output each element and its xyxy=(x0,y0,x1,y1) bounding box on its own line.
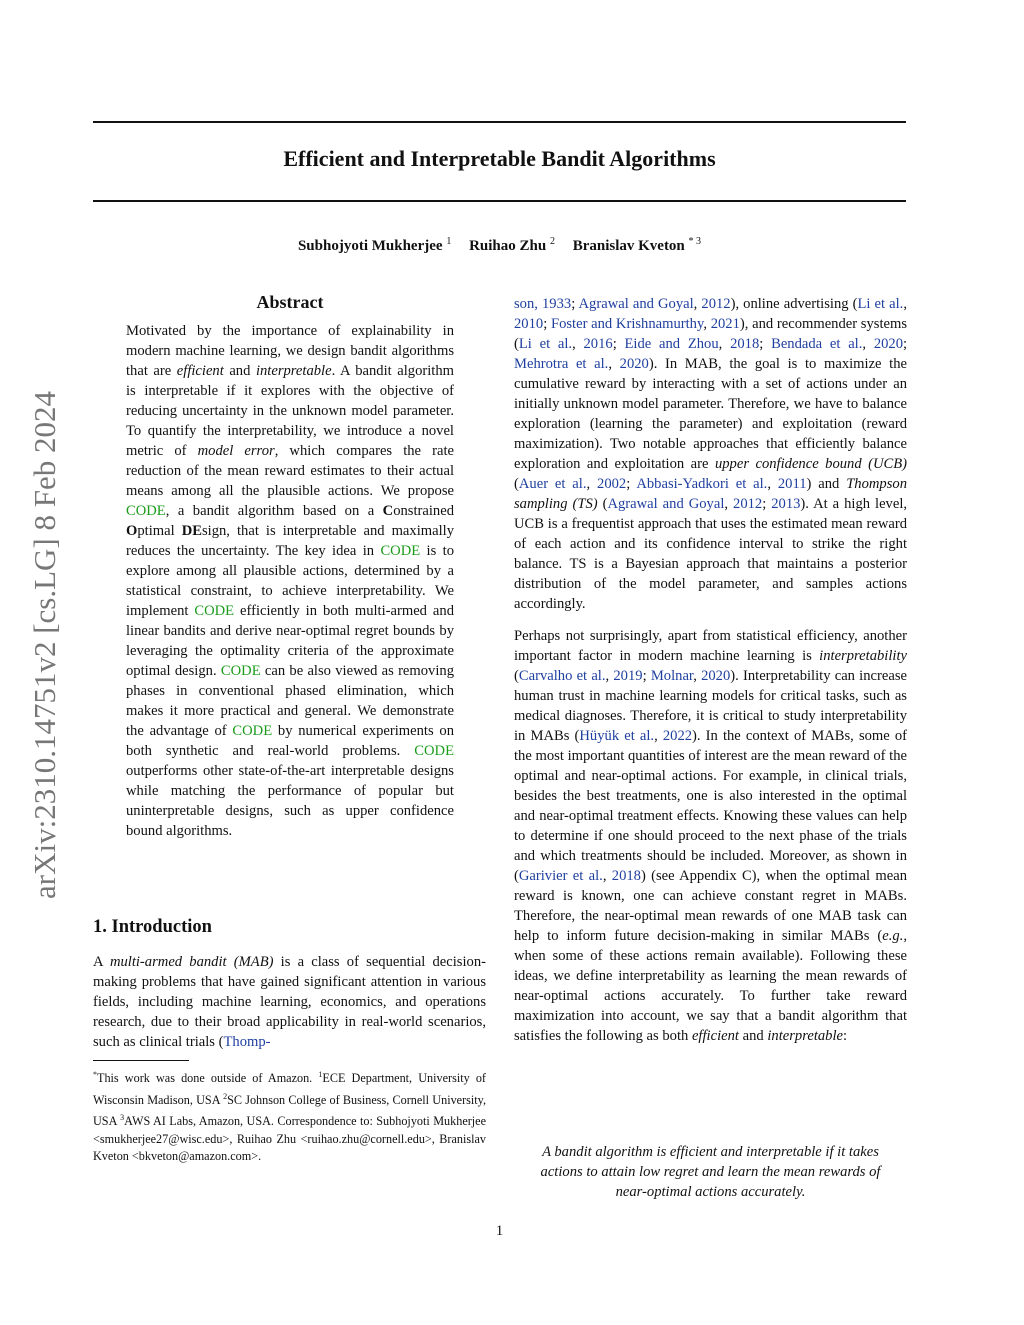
affiliation-mark: 1 xyxy=(446,236,452,247)
citation-link[interactable]: Garivier et al. xyxy=(518,868,603,884)
arxiv-identifier: arXiv:2310.14751v2 [cs.LG] 8 Feb 2024 xyxy=(27,391,62,899)
text-run: can be also viewed as removing phases in conventional phased elimination, which makes it more practical and general. We demonstrate the advantage of xyxy=(126,663,455,739)
code-algorithm-name: CODE xyxy=(220,663,261,679)
text-run: ECE Department, University of Wisconsin Madison, USA xyxy=(93,1071,486,1107)
text-run: ). At a high level, UCB is a frequentist approach that uses the estimated mean reward of each action and its confidence interval to strike the right balance. TS is a Bayesian approach that maintains a posterior distribution of the model parameter, and samples actions accordingly. xyxy=(514,496,908,612)
text-run: , xyxy=(718,336,731,352)
text-run: ; xyxy=(626,476,637,492)
emphasis-text: interpretable xyxy=(767,1028,843,1044)
text-run: ; xyxy=(642,668,651,684)
body-paragraph xyxy=(514,294,907,614)
affiliation-mark: * 3 xyxy=(688,236,702,247)
text-run: , xyxy=(605,668,614,684)
text-run: ). Interpretability can increase human trust in machine learning models for critical tasks, such as medical diagnoses. Therefore, it is critical to study interpretability in MABs ( xyxy=(514,668,907,744)
citation-link[interactable]: Bendada et al. xyxy=(771,336,863,352)
paper-title: Efficient and Interpretable Bandit Algorithms xyxy=(283,146,716,171)
text-run: Perhaps not surprisingly, apart from statistical efficiency, another important factor in modern machine learning is xyxy=(514,628,907,664)
emphasis-text: interpretability xyxy=(819,648,907,664)
emphasis-text: upper confidence bound (UCB) xyxy=(714,456,908,472)
text-run: , which compares the rate reduction of the mean reward estimates to their actual means among all the plausible actions. We propose xyxy=(126,443,455,499)
text-run: ), and recommender systems ( xyxy=(514,316,908,352)
citation-link[interactable]: Foster and Krishnamurthy xyxy=(550,316,704,332)
citation-link[interactable]: 2011 xyxy=(777,476,807,492)
text-run: A xyxy=(93,954,110,970)
citation-link[interactable]: 2020 xyxy=(619,356,649,372)
footnote-mark: 3 xyxy=(120,1113,125,1123)
text-run: , xyxy=(703,316,711,332)
text-run: , xyxy=(693,296,702,312)
author-name: Branislav Kveton xyxy=(572,238,685,254)
citation-link[interactable]: Agrawal and Goyal xyxy=(578,296,694,312)
citation-link[interactable]: Hüyük et al. xyxy=(579,728,655,744)
text-run: ; xyxy=(571,296,579,312)
author-list xyxy=(93,236,906,255)
text-run: : xyxy=(843,1028,848,1044)
text-run: sign, that is interpretable and maximally reduces the uncertainty. The key idea in xyxy=(126,523,454,559)
text-run: Motivated by the importance of explainability in modern machine learning, we design bandit algorithms that are xyxy=(126,323,454,379)
text-run: and xyxy=(738,1028,768,1044)
text-run: by numerical experiments on both synthetic and real-world problems. xyxy=(126,723,455,759)
arxiv-stamp xyxy=(20,360,70,930)
affiliation-mark: 2 xyxy=(549,236,555,247)
text-run: , a bandit algorithm based on a xyxy=(165,503,383,519)
abstract-heading: Abstract xyxy=(256,292,324,312)
introduction-paragraph xyxy=(93,952,486,1052)
citation-link[interactable]: 2013 xyxy=(771,496,801,512)
author-name: Ruihao Zhu xyxy=(469,238,547,254)
text-run: , xyxy=(572,336,584,352)
text-run: ( xyxy=(514,476,519,492)
page-number: 1 xyxy=(495,1223,504,1239)
text-run: ptimal xyxy=(137,523,182,539)
text-run: , xyxy=(862,336,874,352)
footnote-rule xyxy=(93,1060,189,1061)
citation-link[interactable]: 2020 xyxy=(701,668,731,684)
citation-link[interactable]: Li et al. xyxy=(518,336,573,352)
code-algorithm-name: CODE xyxy=(194,603,235,619)
emphasis-text: efficient xyxy=(176,363,224,379)
bold-letter: C xyxy=(382,503,394,519)
text-run: is a class of sequential decision-making problems that have gained significant attention in various fields, including machine learning, economics, and operations research, due to their broad applicability in real-world scenarios, such as clinical trials ( xyxy=(93,954,486,1050)
emphasis-text: Thompson sampling (TS) xyxy=(514,476,908,512)
text-run: ) (see Appendix C), when the optimal mean reward is known, one can achieve constant regret in MABs. Therefore, the near-optimal mean rewards of one MAB task can help to inform future decision-making in similar MABs ( xyxy=(514,868,908,944)
citation-link[interactable]: Abbasi-Yadkori et al. xyxy=(636,476,768,492)
text-run: ). In the context of MABs, some of the most important quantities of interest are the mean reward of the optimal and near-optimal actions. For example, in clinical trials, besides the best treatments, one is also interested in the optimal and near-optimal treatment effects. Knowing these values can help to determine if one should proceed to the next phase of the trials and which treatments should be included. Moreover, as shown in ( xyxy=(514,728,908,884)
emphasis-text: model error xyxy=(197,443,275,459)
citation-link[interactable]: Agrawal and Goyal xyxy=(607,496,725,512)
author-name: Subhojyoti Mukherjee xyxy=(297,238,443,254)
right-column xyxy=(514,294,907,1046)
text-run: when some of these actions remain available). Following these ideas, we define interpretability as learning the mean rewards of near-optimal actions accurately. To further take reward maximization into account, we say that a bandit algorithm that satisfies the following as both xyxy=(514,948,907,1044)
code-algorithm-name: CODE xyxy=(380,543,421,559)
citation-link[interactable]: 2020 xyxy=(873,336,903,352)
emphasis-text: multi-armed bandit (MAB) xyxy=(109,954,274,970)
text-run: , xyxy=(767,476,778,492)
citation-link[interactable]: 2021 xyxy=(710,316,740,332)
emphasis-text: efficient xyxy=(691,1028,739,1044)
text-run: and xyxy=(223,363,256,379)
citation-link[interactable]: 2012 xyxy=(701,296,731,312)
text-run: , xyxy=(693,668,702,684)
introduction-heading: 1. Introduction xyxy=(93,917,212,937)
bold-letter: O xyxy=(126,523,138,539)
code-algorithm-name: CODE xyxy=(232,723,273,739)
text-run: ( xyxy=(514,668,519,684)
text-run: ). In MAB, the goal is to maximize the cumulative reward by interacting with a set of actions under an initially unknown model parameter. Therefore, we have to balance exploration (learning the parameter) and exploitation (reward maximization). Two notable approaches that efficiently balance exploration and exploitation are xyxy=(514,356,908,472)
footnote-mark: * xyxy=(93,1070,97,1079)
text-run: ; xyxy=(543,316,551,332)
citation-link[interactable]: 2019 xyxy=(613,668,643,684)
text-run: ; xyxy=(612,336,625,352)
text-run: , xyxy=(903,296,907,312)
citation-link[interactable]: 2018 xyxy=(611,868,641,884)
text-run: This work was done outside of Amazon. xyxy=(97,1071,319,1086)
definition-quote: A bandit algorithm is efficient and interpretable if it takes actions to attain low regret and learn the mean rewards of near-optimal actions accurately. xyxy=(540,1144,881,1200)
citation-link[interactable]: Auer et al. xyxy=(518,476,587,492)
text-run: ), online advertising ( xyxy=(730,296,858,312)
text-run: ; xyxy=(762,496,772,512)
citation-link[interactable]: Molnar xyxy=(650,668,694,684)
footnote-mark: 1 xyxy=(318,1070,323,1079)
citation-link[interactable]: son, 1933 xyxy=(514,296,572,312)
citation-link[interactable]: 2018 xyxy=(730,336,760,352)
emphasis-text: e.g., xyxy=(882,928,907,944)
text-run: , xyxy=(602,868,612,884)
citation-link[interactable]: 2022 xyxy=(662,728,693,744)
citation-link[interactable]: 2002 xyxy=(597,476,627,492)
citation-link[interactable]: Carvalho et al. xyxy=(518,668,606,684)
code-algorithm-name: CODE xyxy=(414,743,454,759)
text-run: onstrained xyxy=(393,503,454,519)
text-run: is to explore among all plausible actions, determined by a statistical constraint, to achieve interpretability. We implement xyxy=(126,543,454,619)
citation-link[interactable]: 2012 xyxy=(733,496,763,512)
title-rule-top xyxy=(93,121,906,123)
text-run: ; xyxy=(759,336,772,352)
citation-link[interactable]: Li et al. xyxy=(857,296,904,312)
text-run: . A bandit algorithm is interpretable if it explores with the objective of reducing uncertainty in the unknown model parameter. To quantify the interpretability, we introduce a novel metric of xyxy=(126,363,454,459)
text-run: outperforms other state-of-the-art interpretable designs while matching the performance of popular but uninterpretable designs, such as upper confidence bound algorithms. xyxy=(126,763,454,839)
text-run: , xyxy=(608,356,620,372)
text-run: efficiently in both multi-armed and linear bandits and derive near-optimal regret bounds by leveraging the optimality criteria of the approximate optimal design. xyxy=(126,603,454,679)
abstract-body xyxy=(126,321,454,841)
text-run: ) and xyxy=(806,476,847,492)
emphasis-text: interpretable xyxy=(255,363,332,379)
citation-link[interactable]: Thomp- xyxy=(223,1034,271,1050)
text-run: ( xyxy=(597,496,608,512)
bold-letter: DE xyxy=(181,523,202,539)
body-paragraph xyxy=(514,626,907,1046)
text-run: SC Johnson College of Business, Cornell University, USA xyxy=(93,1092,486,1129)
citation-link[interactable]: 2016 xyxy=(583,336,613,352)
citation-link[interactable]: Mehrotra et al. xyxy=(514,356,609,372)
text-run: , xyxy=(724,496,734,512)
title-rule-bottom xyxy=(93,200,906,202)
text-run: , xyxy=(654,728,663,744)
code-algorithm-name: CODE xyxy=(126,503,166,519)
text-run: ; xyxy=(903,336,908,352)
citation-link[interactable]: 2010 xyxy=(514,316,544,332)
footnote-mark: 2 xyxy=(223,1091,228,1101)
text-run: AWS AI Labs, Amazon, USA. Correspondence to: Subhojyoti Mukherjee <smukherjee27@wisc.edu>, Ruihao Zhu <ruihao.zhu@cornell.edu>, Branislav Kveton <bkveton@amazon.com>. xyxy=(93,1114,486,1164)
text-run: , xyxy=(586,476,598,492)
affiliations-footnote xyxy=(93,1066,486,1166)
citation-link[interactable]: Eide and Zhou xyxy=(624,336,719,352)
